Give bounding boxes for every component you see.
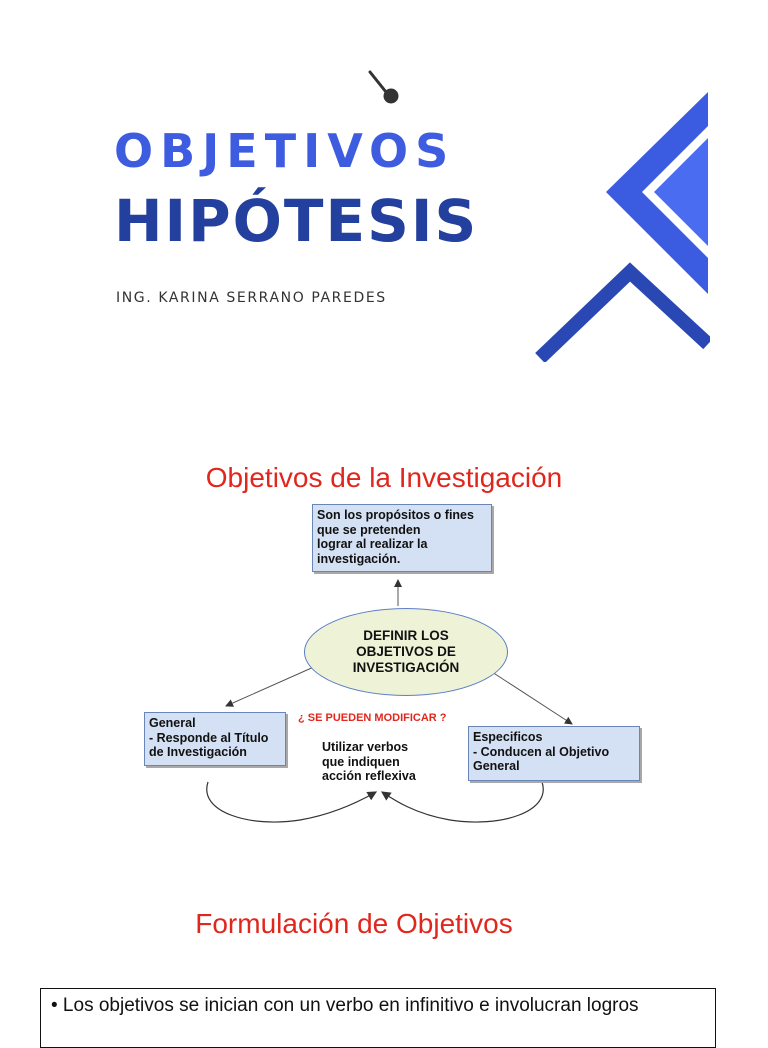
title-slide [0,0,768,380]
slide-heading: Objetivos de la Investigación [205,462,563,493]
question-label: ¿ SE PUEDEN MODIFICAR ? [298,712,447,724]
author-name: ING. KARINA SERRANO PAREDES [116,290,387,306]
objectives-slide [0,440,768,860]
formulation-slide [0,890,768,1024]
specific-objective-box: Especificos - Conducen al Objetivo General [468,726,640,781]
bullet-text: • Los objetivos se inician con un verbo en infinitivo e involucran logros [40,988,716,1048]
general-objective-box: General - Responde al Título de Investigación [144,712,286,766]
title-objetivos: OBJETIVOS [114,124,456,178]
triangle-decoration [530,80,710,362]
verbs-note: Utilizar verbos que indiquen acción reflexiva [322,740,416,783]
title-hipotesis: HIPÓTESIS [114,187,479,255]
definition-box: Son los propósitos o fines que se pretenden lograr al realizar la investigación. [312,504,492,572]
center-ellipse: DEFINIR LOS OBJETIVOS DE INVESTIGACIÓN [304,608,508,696]
slide-heading: Formulación de Objetivos [195,908,513,939]
